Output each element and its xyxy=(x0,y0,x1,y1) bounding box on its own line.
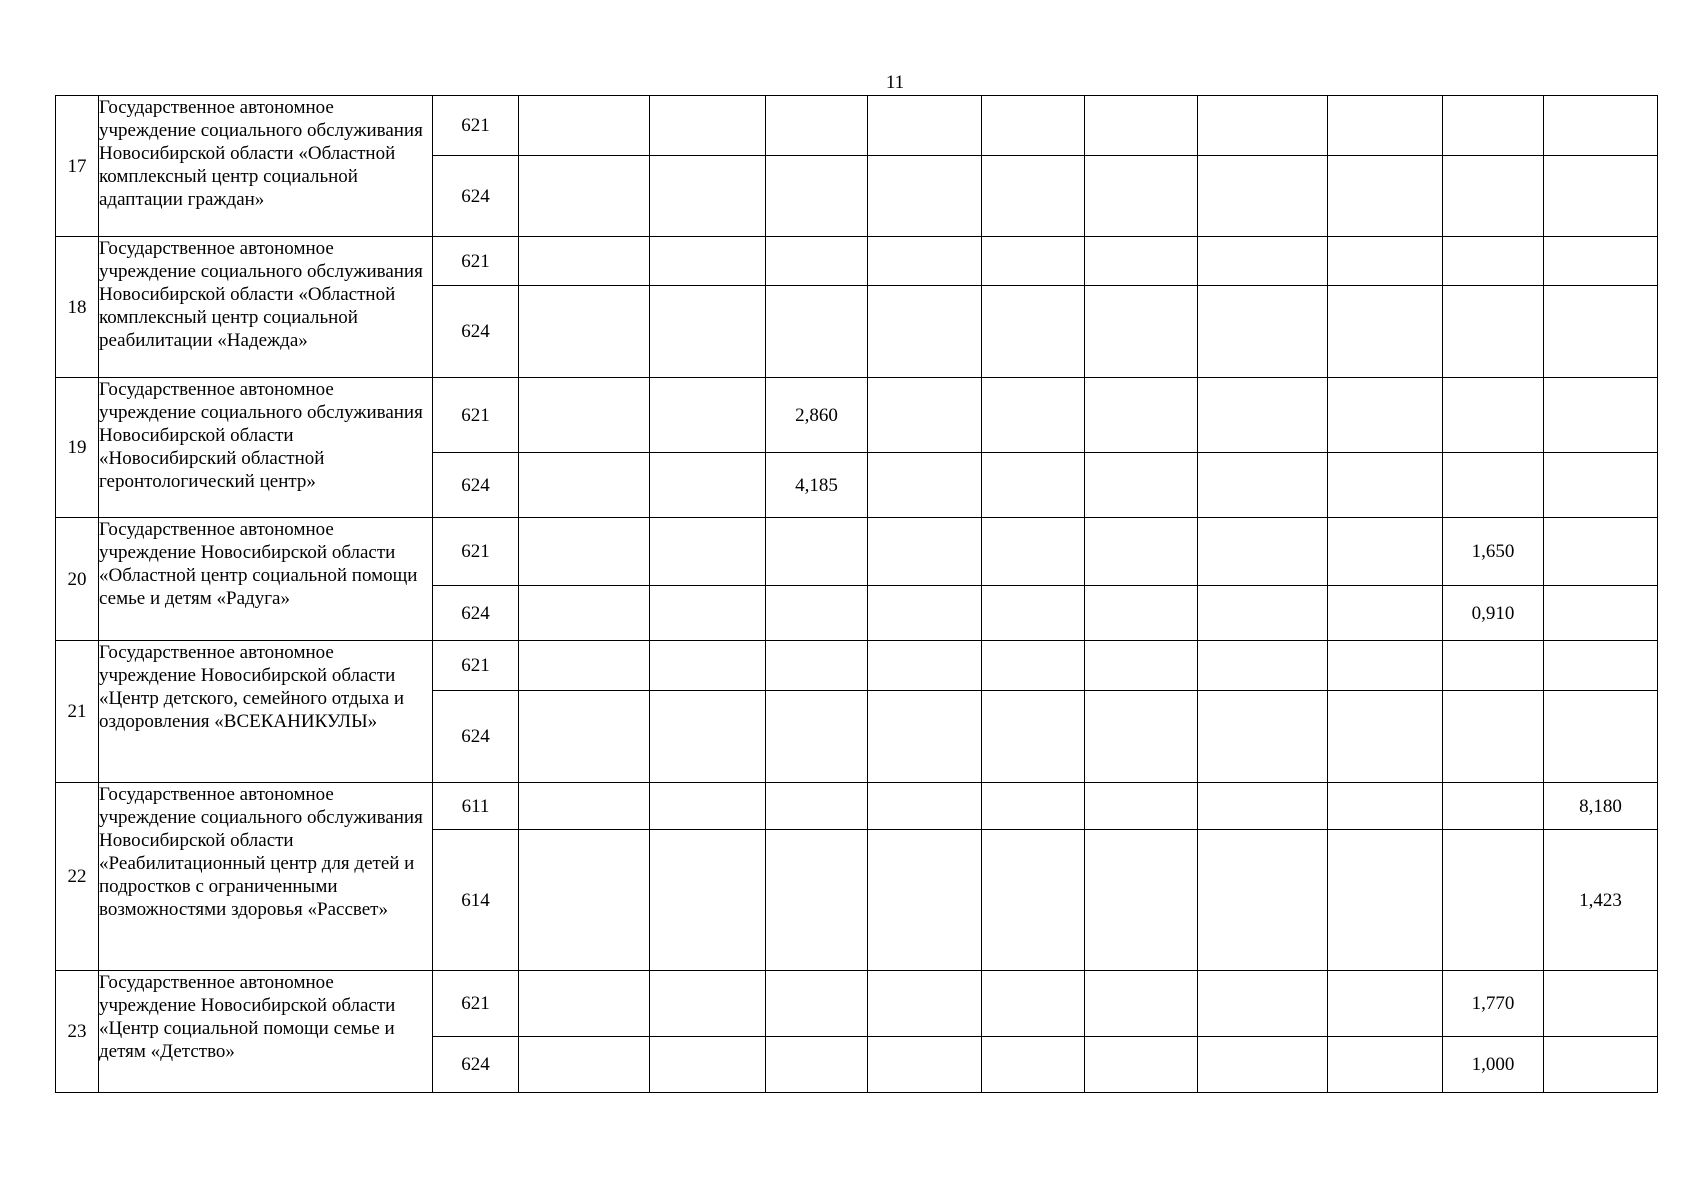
value-cell: 8,180 xyxy=(1544,783,1658,830)
code-cell: 621 xyxy=(433,96,519,156)
value-cell xyxy=(650,586,766,641)
value-cell xyxy=(1198,518,1328,586)
value-cell xyxy=(1085,830,1198,971)
value-cell xyxy=(650,971,766,1037)
value-cell xyxy=(1328,237,1443,286)
value-cell xyxy=(1328,156,1443,237)
value-cell xyxy=(1328,1037,1443,1093)
table-row xyxy=(56,783,1658,830)
value-cell xyxy=(1544,156,1658,237)
code-cell: 624 xyxy=(433,286,519,378)
value-cell xyxy=(766,641,868,691)
value-cell xyxy=(1328,830,1443,971)
value-cell xyxy=(1443,453,1544,518)
code-cell: 624 xyxy=(433,156,519,237)
row-number-cell: 18 xyxy=(56,237,99,378)
value-cell: 4,185 xyxy=(766,453,868,518)
value-cell xyxy=(982,691,1085,783)
value-cell xyxy=(982,96,1085,156)
value-cell xyxy=(982,453,1085,518)
value-cell xyxy=(1544,378,1658,453)
code-cell: 624 xyxy=(433,1037,519,1093)
code-cell: 621 xyxy=(433,237,519,286)
value-cell xyxy=(1085,96,1198,156)
value-cell xyxy=(1443,156,1544,237)
code-cell: 621 xyxy=(433,378,519,453)
code-cell: 621 xyxy=(433,641,519,691)
value-cell xyxy=(1544,971,1658,1037)
value-cell xyxy=(766,237,868,286)
value-cell xyxy=(650,237,766,286)
row-number-cell: 20 xyxy=(56,518,99,641)
value-cell xyxy=(650,156,766,237)
code-cell: 624 xyxy=(433,453,519,518)
institution-name-cell: Государственное автономное учреждение Новосибирской области «Областной центр социальной помощи семье и детям «Радуга» xyxy=(99,518,433,641)
value-cell xyxy=(1198,378,1328,453)
value-cell xyxy=(519,286,650,378)
value-cell xyxy=(1328,286,1443,378)
table-row xyxy=(56,96,1658,156)
value-cell xyxy=(1328,96,1443,156)
value-cell xyxy=(1198,971,1328,1037)
value-cell xyxy=(868,1037,982,1093)
code-cell: 621 xyxy=(433,971,519,1037)
value-cell xyxy=(1085,453,1198,518)
page-number: 11 xyxy=(885,72,905,93)
value-cell xyxy=(1198,1037,1328,1093)
value-cell xyxy=(650,691,766,783)
value-cell xyxy=(982,783,1085,830)
institution-name-cell: Государственное автономное учреждение Новосибирской области «Центр детского, семейного отдыха и оздоровления «ВСЕКАНИКУЛЫ» xyxy=(99,641,433,783)
value-cell: 1,650 xyxy=(1443,518,1544,586)
value-cell xyxy=(868,286,982,378)
value-cell xyxy=(1198,691,1328,783)
value-cell xyxy=(519,518,650,586)
row-number-cell: 21 xyxy=(56,641,99,783)
value-cell xyxy=(982,586,1085,641)
value-cell xyxy=(766,156,868,237)
code-cell: 624 xyxy=(433,586,519,641)
institution-name-cell: Государственное автономное учреждение социального обслуживания Новосибирской области «Реабилитационный центр для детей и подростков с ограниченными возможностями здоровья «Рассвет» xyxy=(99,783,433,971)
value-cell xyxy=(868,378,982,453)
row-number-cell: 23 xyxy=(56,971,99,1093)
table-row xyxy=(56,518,1658,586)
value-cell: 2,860 xyxy=(766,378,868,453)
value-cell xyxy=(1198,453,1328,518)
value-cell xyxy=(868,971,982,1037)
value-cell xyxy=(650,378,766,453)
code-cell: 614 xyxy=(433,830,519,971)
value-cell xyxy=(766,830,868,971)
value-cell xyxy=(1328,518,1443,586)
value-cell xyxy=(1544,237,1658,286)
value-cell xyxy=(1085,237,1198,286)
value-cell xyxy=(1328,971,1443,1037)
table-row xyxy=(56,378,1658,453)
value-cell xyxy=(1328,453,1443,518)
value-cell xyxy=(868,641,982,691)
value-cell xyxy=(766,1037,868,1093)
budget-table xyxy=(55,95,1658,1093)
value-cell xyxy=(519,378,650,453)
table-row xyxy=(56,641,1658,691)
table-row xyxy=(56,971,1658,1037)
value-cell xyxy=(982,830,1085,971)
table-row xyxy=(56,237,1658,286)
value-cell xyxy=(1198,156,1328,237)
value-cell xyxy=(1085,783,1198,830)
table-body xyxy=(56,96,1658,1093)
code-cell: 621 xyxy=(433,518,519,586)
value-cell xyxy=(519,691,650,783)
value-cell xyxy=(982,971,1085,1037)
value-cell xyxy=(868,453,982,518)
value-cell xyxy=(1085,1037,1198,1093)
value-cell xyxy=(650,1037,766,1093)
value-cell xyxy=(982,518,1085,586)
value-cell xyxy=(1544,453,1658,518)
value-cell xyxy=(650,96,766,156)
value-cell xyxy=(519,156,650,237)
value-cell xyxy=(1198,96,1328,156)
institution-name-cell: Государственное автономное учреждение социального обслуживания Новосибирской области «Новосибирский областной геронтологический центр» xyxy=(99,378,433,518)
value-cell xyxy=(766,691,868,783)
value-cell xyxy=(1443,286,1544,378)
value-cell xyxy=(1198,237,1328,286)
value-cell xyxy=(1443,783,1544,830)
value-cell xyxy=(766,783,868,830)
value-cell xyxy=(519,971,650,1037)
value-cell xyxy=(1198,783,1328,830)
institution-name-cell: Государственное автономное учреждение социального обслуживания Новосибирской области «Областной комплексный центр социальной реабилитации «Надежда» xyxy=(99,237,433,378)
value-cell xyxy=(868,783,982,830)
value-cell xyxy=(1085,378,1198,453)
value-cell xyxy=(766,518,868,586)
value-cell xyxy=(1443,641,1544,691)
value-cell xyxy=(868,237,982,286)
value-cell xyxy=(519,783,650,830)
value-cell xyxy=(1544,586,1658,641)
value-cell xyxy=(1085,691,1198,783)
value-cell xyxy=(1443,830,1544,971)
value-cell xyxy=(519,641,650,691)
value-cell xyxy=(1198,286,1328,378)
value-cell xyxy=(1544,691,1658,783)
value-cell xyxy=(1544,518,1658,586)
value-cell xyxy=(650,830,766,971)
value-cell xyxy=(519,237,650,286)
value-cell xyxy=(766,586,868,641)
row-number-cell: 19 xyxy=(56,378,99,518)
value-cell xyxy=(1198,830,1328,971)
value-cell xyxy=(766,971,868,1037)
value-cell xyxy=(982,641,1085,691)
value-cell xyxy=(1328,783,1443,830)
value-cell xyxy=(868,691,982,783)
value-cell: 1,000 xyxy=(1443,1037,1544,1093)
value-cell xyxy=(1198,586,1328,641)
value-cell xyxy=(650,783,766,830)
institution-name-cell: Государственное автономное учреждение социального обслуживания Новосибирской области «Областной комплексный центр социальной адаптации граждан» xyxy=(99,96,433,237)
value-cell xyxy=(868,156,982,237)
value-cell xyxy=(982,286,1085,378)
value-cell xyxy=(1328,691,1443,783)
value-cell xyxy=(1085,586,1198,641)
value-cell xyxy=(766,286,868,378)
row-number-cell: 17 xyxy=(56,96,99,237)
value-cell xyxy=(1443,237,1544,286)
value-cell xyxy=(982,156,1085,237)
value-cell xyxy=(766,96,868,156)
value-cell xyxy=(1443,96,1544,156)
value-cell xyxy=(1328,586,1443,641)
value-cell: 1,423 xyxy=(1544,830,1658,971)
value-cell: 0,910 xyxy=(1443,586,1544,641)
value-cell xyxy=(650,518,766,586)
value-cell xyxy=(1085,641,1198,691)
value-cell xyxy=(1544,286,1658,378)
value-cell xyxy=(519,453,650,518)
value-cell xyxy=(1085,518,1198,586)
value-cell xyxy=(868,96,982,156)
code-cell: 624 xyxy=(433,691,519,783)
value-cell xyxy=(1085,156,1198,237)
value-cell xyxy=(1443,691,1544,783)
value-cell xyxy=(868,586,982,641)
row-number-cell: 22 xyxy=(56,783,99,971)
value-cell xyxy=(650,453,766,518)
value-cell xyxy=(1328,378,1443,453)
value-cell xyxy=(650,641,766,691)
value-cell xyxy=(1544,1037,1658,1093)
value-cell xyxy=(519,586,650,641)
value-cell xyxy=(982,237,1085,286)
institution-name-cell: Государственное автономное учреждение Новосибирской области «Центр социальной помощи семье и детям «Детство» xyxy=(99,971,433,1093)
value-cell xyxy=(982,1037,1085,1093)
value-cell xyxy=(1544,641,1658,691)
value-cell xyxy=(1198,641,1328,691)
code-cell: 611 xyxy=(433,783,519,830)
value-cell xyxy=(519,830,650,971)
value-cell xyxy=(1085,971,1198,1037)
value-cell: 1,770 xyxy=(1443,971,1544,1037)
value-cell xyxy=(650,286,766,378)
value-cell xyxy=(1443,378,1544,453)
value-cell xyxy=(982,378,1085,453)
value-cell xyxy=(519,96,650,156)
value-cell xyxy=(868,518,982,586)
value-cell xyxy=(1085,286,1198,378)
value-cell xyxy=(519,1037,650,1093)
value-cell xyxy=(868,830,982,971)
value-cell xyxy=(1544,96,1658,156)
value-cell xyxy=(1328,641,1443,691)
